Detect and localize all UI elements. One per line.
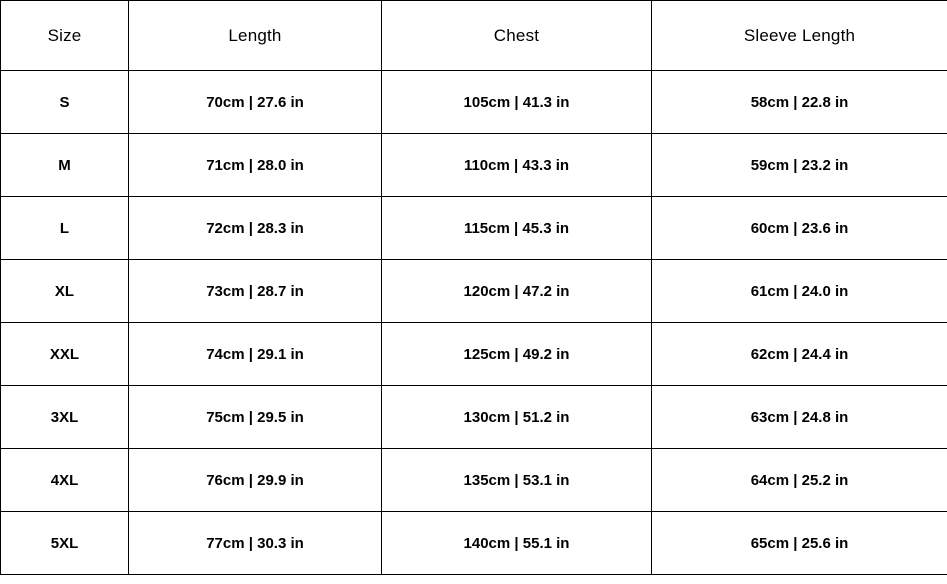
cell-sleeve-length: 65cm | 25.6 in xyxy=(652,512,947,575)
cell-sleeve-length: 63cm | 24.8 in xyxy=(652,386,947,449)
column-header-length: Length xyxy=(129,1,382,71)
cell-length: 70cm | 27.6 in xyxy=(129,71,382,134)
table-row xyxy=(1,386,947,449)
cell-length: 73cm | 28.7 in xyxy=(129,260,382,323)
cell-length: 72cm | 28.3 in xyxy=(129,197,382,260)
cell-chest: 105cm | 41.3 in xyxy=(382,71,652,134)
cell-chest: 125cm | 49.2 in xyxy=(382,323,652,386)
cell-size: S xyxy=(1,71,129,134)
cell-size: 4XL xyxy=(1,449,129,512)
cell-chest: 130cm | 51.2 in xyxy=(382,386,652,449)
table-row xyxy=(1,323,947,386)
cell-sleeve-length: 58cm | 22.8 in xyxy=(652,71,947,134)
cell-sleeve-length: 61cm | 24.0 in xyxy=(652,260,947,323)
cell-chest: 115cm | 45.3 in xyxy=(382,197,652,260)
cell-length: 77cm | 30.3 in xyxy=(129,512,382,575)
cell-size: XXL xyxy=(1,323,129,386)
cell-sleeve-length: 59cm | 23.2 in xyxy=(652,134,947,197)
table-row xyxy=(1,512,947,575)
column-header-size: Size xyxy=(1,1,129,71)
cell-chest: 110cm | 43.3 in xyxy=(382,134,652,197)
cell-length: 76cm | 29.9 in xyxy=(129,449,382,512)
cell-sleeve-length: 64cm | 25.2 in xyxy=(652,449,947,512)
cell-chest: 140cm | 55.1 in xyxy=(382,512,652,575)
table-row xyxy=(1,197,947,260)
cell-sleeve-length: 60cm | 23.6 in xyxy=(652,197,947,260)
cell-chest: 135cm | 53.1 in xyxy=(382,449,652,512)
cell-size: XL xyxy=(1,260,129,323)
table-row xyxy=(1,71,947,134)
cell-size: M xyxy=(1,134,129,197)
column-header-sleeve-length: Sleeve Length xyxy=(652,1,947,71)
cell-size: L xyxy=(1,197,129,260)
cell-size: 5XL xyxy=(1,512,129,575)
cell-length: 74cm | 29.1 in xyxy=(129,323,382,386)
column-header-chest: Chest xyxy=(382,1,652,71)
cell-length: 75cm | 29.5 in xyxy=(129,386,382,449)
table-header-row xyxy=(1,1,947,71)
cell-size: 3XL xyxy=(1,386,129,449)
cell-length: 71cm | 28.0 in xyxy=(129,134,382,197)
table-header xyxy=(1,1,947,71)
table-body xyxy=(1,71,947,575)
table-row xyxy=(1,260,947,323)
cell-chest: 120cm | 47.2 in xyxy=(382,260,652,323)
table-row xyxy=(1,449,947,512)
table-row xyxy=(1,134,947,197)
cell-sleeve-length: 62cm | 24.4 in xyxy=(652,323,947,386)
